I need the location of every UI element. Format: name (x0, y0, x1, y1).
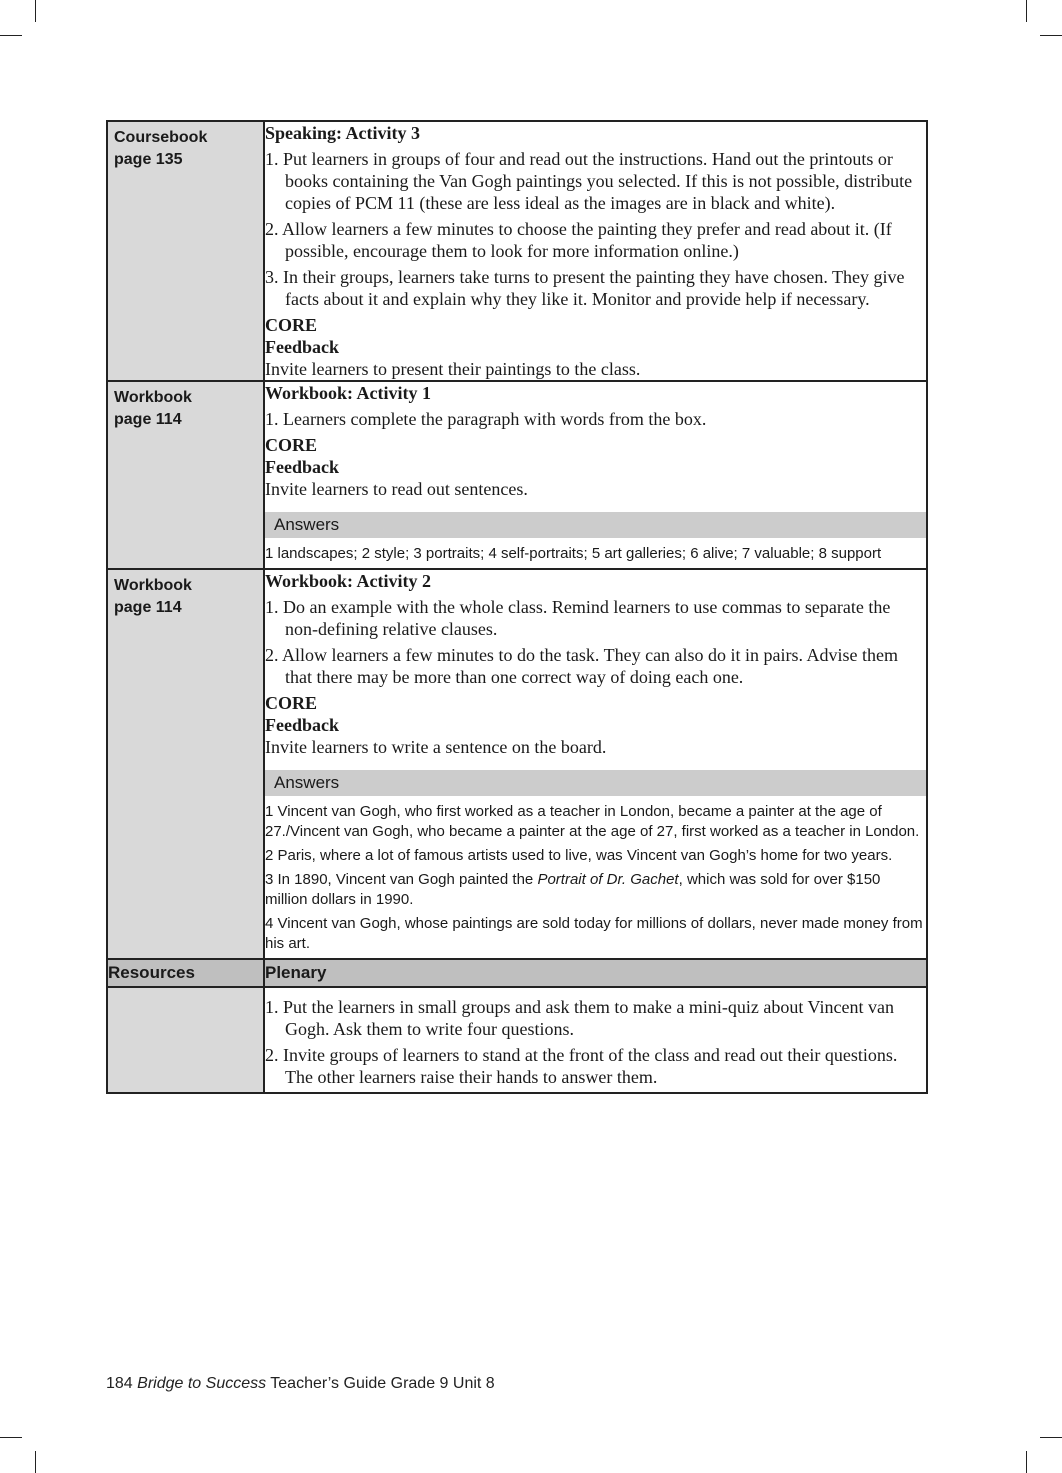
activity-title: Workbook: Activity 1 (265, 383, 432, 403)
page-label: page 114 (114, 411, 182, 428)
page-number: 184 (106, 1375, 133, 1392)
answer-item: 1 landscapes; 2 style; 3 portraits; 4 self-portraits; 5 art galleries; 6 alive; 7 valuable; 8 support (265, 545, 882, 562)
step-list (265, 596, 926, 688)
step-list (265, 996, 926, 1088)
step-item: 2. Invite groups of learners to stand at the front of the class and read out their questions. The other learners raise their hands to answer them. (265, 1045, 898, 1087)
page-reference (108, 570, 263, 619)
answer-item (265, 870, 926, 910)
page-footer (106, 1375, 495, 1393)
feedback-text: Invite learners to write a sentence on the board. (265, 737, 607, 757)
crop-mark (0, 1437, 22, 1438)
reference-cell (107, 121, 264, 381)
answer-item: 2 Paris, where a lot of famous artists used to live, was Vincent van Gogh’s home for two years. (265, 847, 893, 864)
activity-cell (264, 121, 927, 381)
answer-text: 3 In 1890, Vincent van Gogh painted the (265, 871, 538, 888)
step-item: 2. Allow learners a few minutes to choose the painting they prefer and read about it. (If possible, encourage them to look for more information online.) (265, 219, 892, 261)
footer-text: Teacher’s Guide Grade 9 Unit 8 (270, 1375, 495, 1392)
plenary-header: Plenary (264, 959, 927, 987)
activity-cell (264, 569, 927, 959)
answer-item: 4 Vincent van Gogh, whose paintings are sold today for millions of dollars, never made money from his art. (265, 915, 923, 952)
plenary-cell (264, 987, 927, 1093)
plenary-header-row (107, 959, 927, 987)
step-item: 1. Do an example with the whole class. Remind learners to use commas to separate the non-defining relative clauses. (265, 597, 891, 639)
lesson-row (107, 121, 927, 381)
crop-mark (1026, 1451, 1027, 1473)
step-list (265, 148, 926, 310)
book-label: Workbook (114, 577, 192, 594)
painting-title: Portrait of Dr. Gachet (537, 871, 679, 888)
crop-mark (1040, 1437, 1062, 1438)
lesson-plan-table (106, 120, 928, 1094)
feedback-text: Invite learners to read out sentences. (265, 479, 528, 499)
page-reference (108, 382, 263, 431)
core-label: CORE (265, 693, 318, 713)
plenary-row (107, 987, 927, 1093)
core-label: CORE (265, 315, 318, 335)
answer-item: 1 Vincent van Gogh, who first worked as a teacher in London, became a painter at the age of 27./Vincent van Gogh, who became a painter at the age of 27, first worked as a teacher in London. (265, 803, 920, 840)
step-list (265, 408, 926, 430)
lesson-row (107, 569, 927, 959)
feedback-heading: Feedback (265, 715, 339, 735)
page-label: page 114 (114, 599, 182, 616)
activity-title: Speaking: Activity 3 (265, 123, 421, 143)
crop-mark (35, 1451, 36, 1473)
feedback-heading: Feedback (265, 457, 339, 477)
book-title: Bridge to Success (137, 1375, 267, 1392)
answers-heading: Answers (265, 512, 926, 538)
feedback-text: Invite learners to present their paintings to the class. (265, 359, 641, 379)
step-item: 1. Put learners in groups of four and read out the instructions. Hand out the printouts or books containing the Van Gogh paintings you selected. If this is not possible, distribute copies of PCM 11 (these are less ideal as the images are in black and white). (265, 149, 913, 213)
crop-mark (0, 35, 22, 36)
page-label: page 135 (114, 151, 183, 168)
step-item: 1. Learners complete the paragraph with words from the box. (265, 409, 707, 429)
crop-mark (35, 0, 36, 22)
book-label: Coursebook (114, 129, 208, 146)
reference-cell (107, 569, 264, 959)
step-item: 2. Allow learners a few minutes to do the task. They can also do it in pairs. Advise them that there may be more than one correct way of doing each one. (265, 645, 899, 687)
resources-cell (107, 987, 264, 1093)
activity-title: Workbook: Activity 2 (265, 571, 432, 591)
answer-text: , which was sold for over $150 million dollars in 1990. (265, 871, 881, 908)
lesson-row (107, 381, 927, 569)
page-reference (108, 122, 263, 171)
step-item: 1. Put the learners in small groups and ask them to make a mini-quiz about Vincent van Gogh. Ask them to write four questions. (265, 997, 894, 1039)
crop-mark (1040, 35, 1062, 36)
core-label: CORE (265, 435, 318, 455)
reference-cell (107, 381, 264, 569)
book-label: Workbook (114, 389, 192, 406)
answers-heading: Answers (265, 770, 926, 796)
feedback-heading: Feedback (265, 337, 339, 357)
crop-mark (1026, 0, 1027, 22)
step-item: 3. In their groups, learners take turns to present the painting they have chosen. They give facts about it and explain why they like it. Monitor and provide help if necessary. (265, 267, 905, 309)
resources-header: Resources (107, 959, 264, 987)
activity-cell (264, 381, 927, 569)
